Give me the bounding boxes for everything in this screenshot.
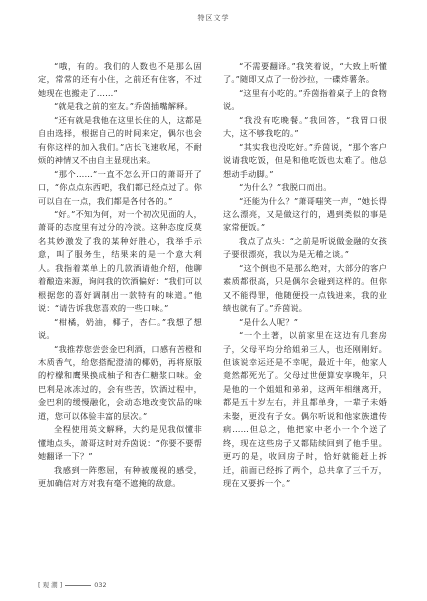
page-footer: [38, 580, 107, 589]
journal-name: [ 观 潮 ]: [38, 581, 63, 589]
paragraph: “这个倒也不是那么绝对，大部分的客户素质都很高，只是偶尔会碰到这样的。但你又不能得罪，他随便投一点钱进来，我的业绩也就有了。”乔茵说。: [223, 262, 387, 314]
paragraph: “就是我之前的室友。”乔茵插嘴解释。: [54, 101, 193, 112]
paragraph: “这里有小吃的。”乔茵指着桌子上的食物说。: [223, 87, 387, 112]
left-text-column: [38, 60, 202, 491]
paragraph: 我点了点头：“之前是听说做金融的女孩子要很漂亮，我以为是无稽之谈。”: [223, 235, 387, 260]
paragraph: “一个土著，以前家里在这边有几套房子，父母平均分给姐弟三人，也还刚刚好。但该说幸运还是不幸呢，最近十年，他家人竟然都死光了。父母过世便算安享晚年，只是他的一个姐姐和弟弟，这两年相继离开，都是五十岁左右，并且都单身，一辈子未婚未娶，更没有子女。偶尔听说和他家族遗传病……但总之，他把家中老小一个个送了终，现在这些房子又都陆续回到了他手里。更巧的是，收回房子时，恰好就能赶上拆迁，前面已经拆了两个，总共拿了三千万，现在又要拆一个。”: [223, 330, 387, 489]
paragraph: “哦，有的。我们的人数也不是那么固定，常常的还有小住，之前还有住客，不过她现在也搬走了……”: [38, 61, 202, 98]
page-number: 032: [94, 581, 107, 589]
paragraph: 我感到一阵憋屈，有种被蔑视的感受，更加确信对方对我有毫不遮掩的敌意。: [38, 464, 202, 489]
journal-header: 特区文学: [197, 14, 230, 22]
paragraph: “我没有吃晚餐。”我回答，“我胃口很大，这不够我吃的。”: [223, 114, 387, 139]
paragraph: “还有就是我他在这里长住的人，这都是自由选择，根据自己的时间来定，偶尔也会有你这样的加入我们。”店长飞速收尾，不耐烦的神情又不由自主显现出来。: [38, 114, 202, 166]
paragraph: “不需要翻译。”我笑着说，“大致上听懂了。”随即又点了一份沙拉，一碟炸薯条。: [223, 61, 387, 85]
paragraph: “是什么人呢？”: [239, 316, 299, 327]
paragraph: “为什么？”我脱口而出。: [239, 182, 332, 193]
footer-rule: [65, 585, 91, 586]
paragraph: 全程使用英文解释，大约是见我似懂非懂地点头，萧哥这时对乔茵说：“你要不要帮她翻译一下？”: [38, 424, 202, 462]
paragraph: “我推荐您尝尝金巴利酒，口感有苦橙和木质香气，给您搭配澄清的椰奶，再将原版的柠檬和鹰果换成柚子和杏仁糖浆口味。金巴利是冰冻过的，会有些苦，饮酒过程中，金巴利的缓慢融化，会动态地改变饮品的味道，您可以体验丰富的层次。”: [38, 343, 202, 421]
paragraph: “其实我也没吃好。”乔茵说，“那个客户说请我吃饭，但是和他吃饭也太难了。他总想动手动脚。”: [223, 141, 387, 179]
paragraph: “柑橘，奶油，椰子，杏仁。”我想了想说。: [38, 316, 202, 341]
right-text-column: [223, 60, 387, 491]
paragraph: “还能为什么？”萧哥嗤笑一声，“她长得这么漂亮，又是做这行的，遇到类似的事是家常便饭。”: [223, 195, 387, 233]
paragraph: “好。”不知为何，对一个初次见面的人，萧哥的态度里有过分的冷淡。这种态度反莫名其妙激发了我的某种好胜心，我举手示意，叫了服务生，结果来的是一个意大利人。我指着菜单上的几款酒请他介绍，他聊着酿造来源，询问我的饮酒偏好：“我们可以根据您的喜好调制出一款特有的味道。”他说：“请告诉我您喜欢的一些口味。”: [38, 208, 202, 314]
paragraph: “那个……”一直不怎么开口的萧哥开了口，“你点点东西吧，我们都已经点过了。你可以自在一点，我们都是各付各的。”: [38, 168, 202, 206]
